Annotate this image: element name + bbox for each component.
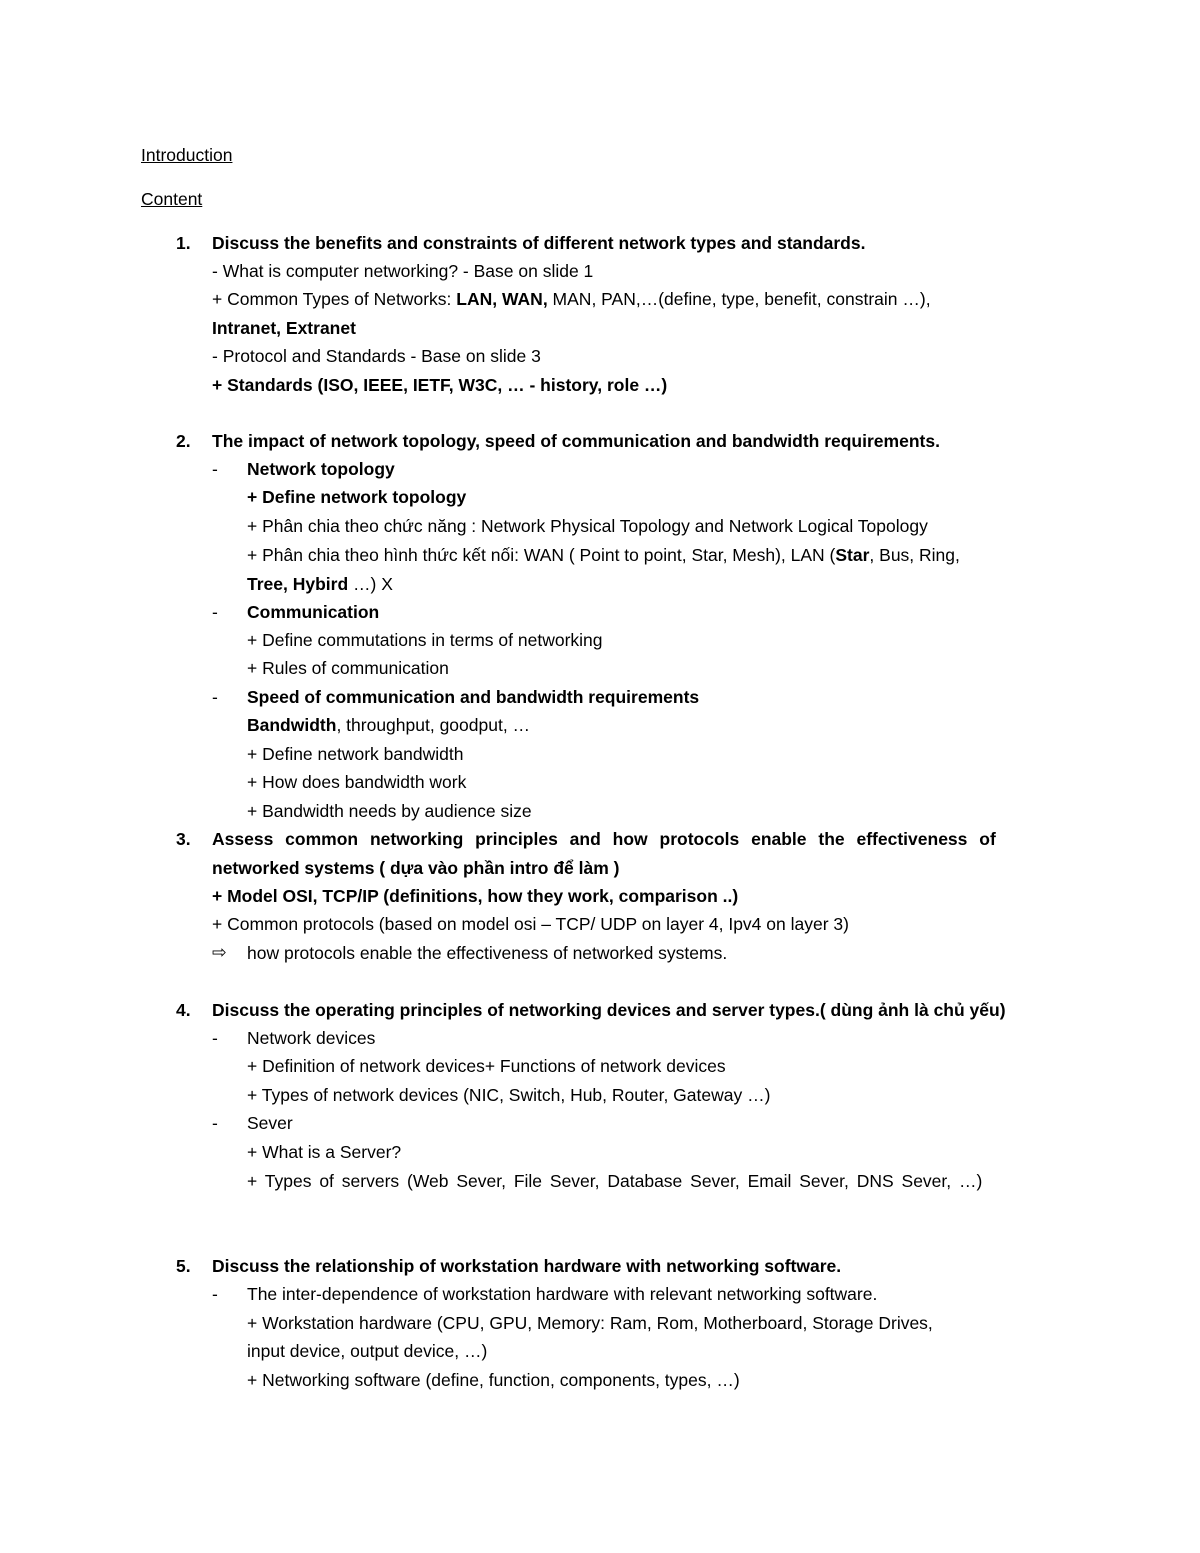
content-heading: Content bbox=[141, 189, 203, 209]
section-1-line: - What is computer networking? - Base on slide 1 bbox=[212, 261, 594, 281]
sub-item bbox=[247, 547, 960, 565]
section-2-title: The impact of network topology, speed of communication and bandwidth requirements. bbox=[212, 431, 940, 451]
sub-item bbox=[247, 717, 530, 735]
sub-item: input device, output device, …) bbox=[247, 1341, 488, 1361]
bullet-dash: - bbox=[212, 459, 218, 479]
sub-heading: Network devices bbox=[247, 1028, 376, 1048]
text-run-bold: LAN, WAN, bbox=[456, 289, 548, 309]
sub-item bbox=[247, 576, 393, 594]
sub-item: + Define commutations in terms of networking bbox=[247, 630, 603, 650]
section-1-line: - Protocol and Standards - Base on slide 3 bbox=[212, 346, 541, 366]
bullet-dash: - bbox=[212, 687, 218, 707]
section-4-title: Discuss the operating principles of networking devices and server types.( dùng ảnh là chủ yếu) bbox=[212, 1000, 1006, 1020]
section-3-title: Assess common networking principles and how protocols enable the effectiveness of bbox=[212, 829, 996, 849]
sub-item: + Bandwidth needs by audience size bbox=[247, 801, 532, 821]
text-run-bold: Tree, Hybird bbox=[247, 574, 349, 594]
section-1-line: Intranet, Extranet bbox=[212, 318, 356, 338]
text-run: , Bus, Ring, bbox=[869, 545, 960, 565]
bullet-dash: - bbox=[212, 1284, 218, 1304]
text-run: , throughput, goodput, … bbox=[336, 715, 531, 735]
section-1-line bbox=[212, 291, 931, 309]
sub-heading: Sever bbox=[247, 1113, 293, 1133]
section-3-line: + Common protocols (based on model osi – TCP/ UDP on layer 4, Ipv4 on layer 3) bbox=[212, 914, 849, 934]
text-run-bold: Bandwidth bbox=[247, 715, 337, 735]
sub-item: + Types of network devices (NIC, Switch, Hub, Router, Gateway …) bbox=[247, 1085, 771, 1105]
sub-item: + Rules of communication bbox=[247, 658, 449, 678]
sub-item: + Workstation hardware (CPU, GPU, Memory: Ram, Rom, Motherboard, Storage Drives, bbox=[247, 1313, 933, 1333]
sub-heading: Network topology bbox=[247, 459, 395, 479]
section-3-number: 3. bbox=[176, 829, 191, 849]
sub-heading: Speed of communication and bandwidth requirements bbox=[247, 687, 700, 707]
section-5-title: Discuss the relationship of workstation hardware with networking software. bbox=[212, 1256, 842, 1276]
sub-item: + Types of servers (Web Sever, File Sever, Database Sever, Email Sever, DNS Sever, …) bbox=[247, 1171, 983, 1191]
text-run: …) X bbox=[348, 574, 393, 594]
section-5-number: 5. bbox=[176, 1256, 191, 1276]
sub-heading: The inter-dependence of workstation hardware with relevant networking software. bbox=[247, 1284, 878, 1304]
section-3-line: + Model OSI, TCP/IP (definitions, how they work, comparison ..) bbox=[212, 886, 739, 906]
bullet-dash: - bbox=[212, 1028, 218, 1048]
sub-item: + Definition of network devices+ Functions of network devices bbox=[247, 1056, 726, 1076]
arrow-right-icon: ⇨ bbox=[212, 942, 227, 962]
text-run: MAN, PAN,…(define, type, benefit, constrain …), bbox=[547, 289, 931, 309]
text-run: + Phân chia theo hình thức kết nối: WAN ( Point to point, Star, Mesh), LAN ( bbox=[247, 545, 836, 565]
section-4-number: 4. bbox=[176, 1000, 191, 1020]
sub-heading: Communication bbox=[247, 602, 380, 622]
text-run: + Common Types of Networks: bbox=[212, 289, 457, 309]
sub-item: + What is a Server? bbox=[247, 1142, 402, 1162]
bullet-dash: - bbox=[212, 1113, 218, 1133]
section-1-title: Discuss the benefits and constraints of different network types and standards. bbox=[212, 233, 866, 253]
sub-item: + Define network topology bbox=[247, 487, 467, 507]
sub-item: + Define network bandwidth bbox=[247, 744, 464, 764]
sub-item: + Phân chia theo chức năng : Network Physical Topology and Network Logical Topology bbox=[247, 516, 928, 536]
sub-item: + Networking software (define, function, components, types, …) bbox=[247, 1370, 740, 1390]
section-1-number: 1. bbox=[176, 233, 191, 253]
section-1-line: + Standards (ISO, IEEE, IETF, W3C, … - history, role …) bbox=[212, 375, 668, 395]
section-3-line: how protocols enable the effectiveness of networked systems. bbox=[247, 943, 728, 963]
section-3-title: networked systems ( dựa vào phần intro để làm ) bbox=[212, 858, 620, 878]
section-2-number: 2. bbox=[176, 431, 191, 451]
sub-item: + How does bandwidth work bbox=[247, 772, 467, 792]
text-run-bold: Star bbox=[835, 545, 870, 565]
bullet-dash: - bbox=[212, 602, 218, 622]
page-heading: Introduction bbox=[141, 145, 233, 165]
